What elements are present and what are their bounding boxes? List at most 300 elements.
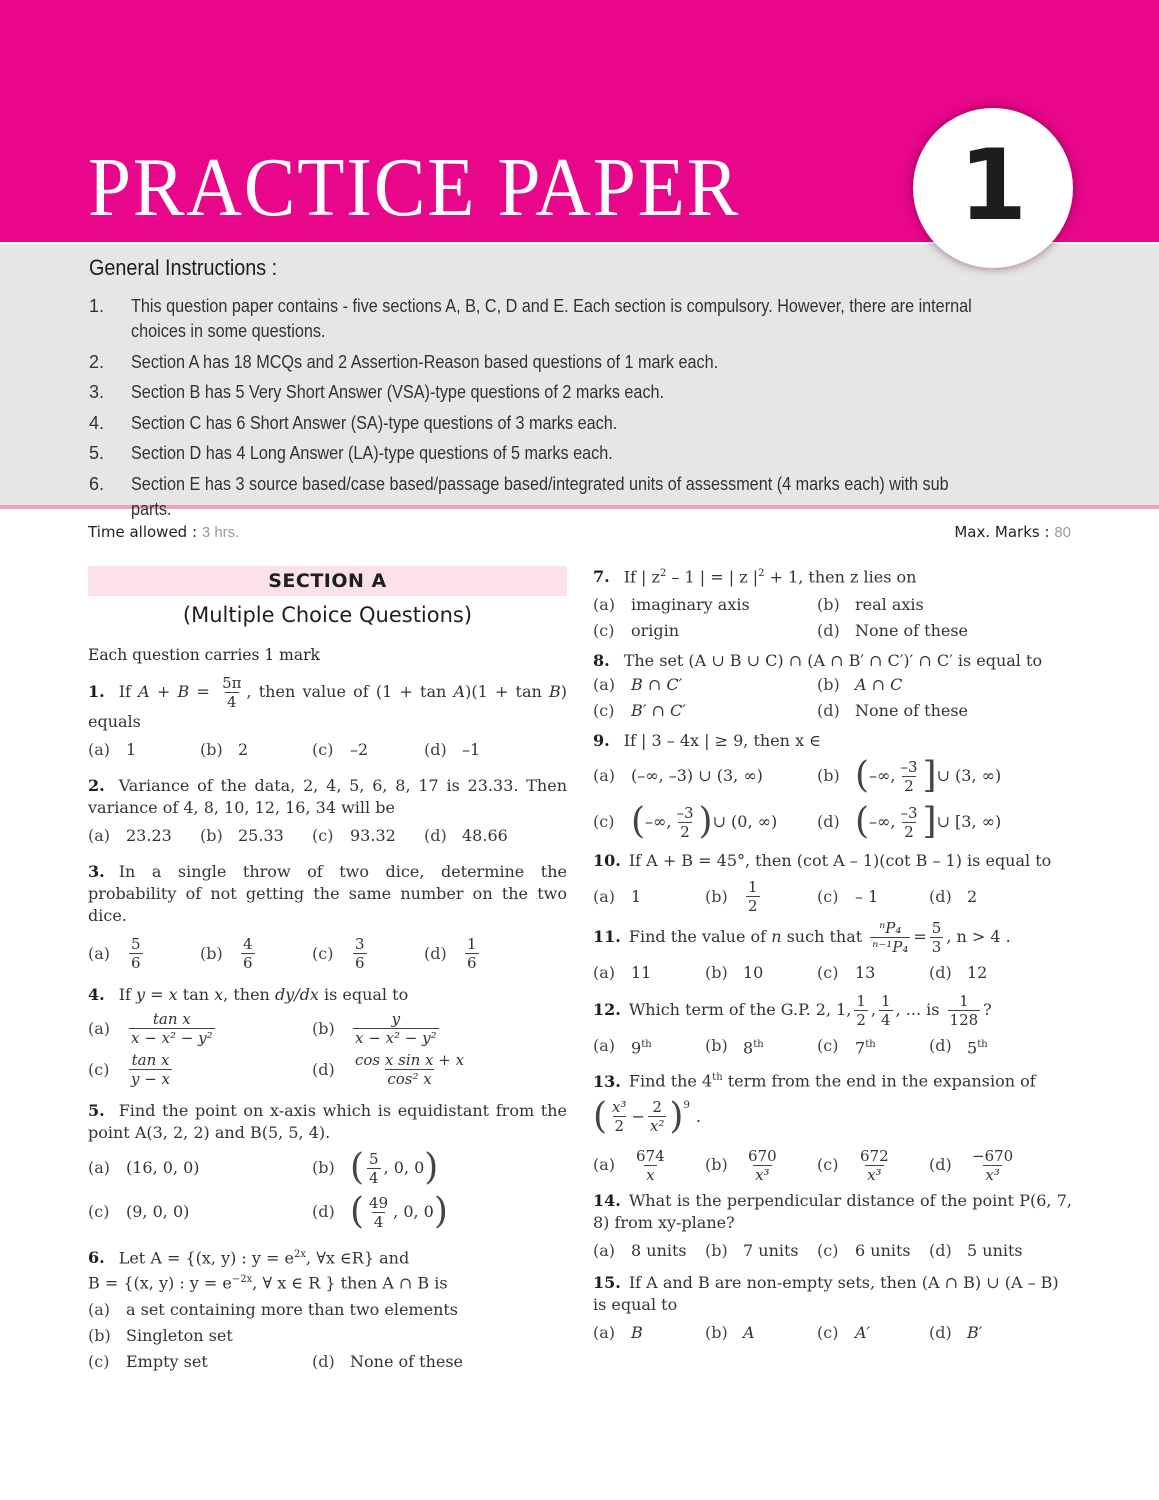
question-2 <box>88 775 567 849</box>
option-value: 93.32 <box>350 826 396 845</box>
option-a[interactable] <box>593 878 705 915</box>
denominator: 6 <box>131 954 141 972</box>
option-d[interactable] <box>817 618 1041 644</box>
denominator: 2 <box>904 822 914 841</box>
option-label: (a) <box>88 740 111 759</box>
option-d[interactable] <box>424 935 536 972</box>
option-value: 6 units <box>855 1240 911 1260</box>
option-label: (d) <box>424 943 447 963</box>
fraction <box>634 1147 667 1184</box>
option-d[interactable] <box>817 802 1041 842</box>
denominator: x³ <box>867 1165 882 1184</box>
option-value <box>743 1034 764 1059</box>
option-a[interactable] <box>593 960 705 986</box>
question-text: The set (A ∪ B ∪ C) ∩ (A ∩ B′ ∩ C′)′ ∩ C′ is equal to <box>623 651 1043 671</box>
denominator: 6 <box>355 954 365 972</box>
instruction-text: Section C has 6 Short Answer (SA)-type questions of 3 marks each. <box>131 412 618 433</box>
text: y <box>136 985 146 1004</box>
option-value: None of these <box>350 1351 464 1371</box>
option-label: (a) <box>88 1158 111 1177</box>
instruction-number: 5. <box>89 443 105 463</box>
numerator: 49 <box>369 1193 389 1212</box>
option-b[interactable] <box>705 960 817 986</box>
text: B <box>549 682 561 701</box>
fraction <box>870 919 910 956</box>
options <box>593 1147 1072 1184</box>
option-label: (a) <box>593 1322 616 1342</box>
text: = <box>913 927 927 947</box>
text: A <box>453 682 466 701</box>
option-a[interactable] <box>593 1147 705 1184</box>
option-label: (b) <box>88 1325 111 1345</box>
option-c[interactable] <box>312 737 424 763</box>
fraction <box>220 674 243 711</box>
fraction <box>353 935 367 972</box>
option-value: –1 <box>462 740 481 759</box>
question-12 <box>593 992 1072 1059</box>
fraction <box>898 804 919 841</box>
option-d[interactable] <box>424 737 536 763</box>
text: , ∀ x ∈ R } then A ∩ B is <box>252 1273 448 1293</box>
option-b[interactable] <box>200 737 312 763</box>
exponent: 2x <box>294 1249 307 1260</box>
denominator: 2 <box>614 1117 625 1136</box>
option-value <box>967 1034 988 1059</box>
question-stem <box>593 919 1072 956</box>
text: x <box>168 985 178 1004</box>
fraction <box>129 1010 215 1047</box>
option-value: –2 <box>350 740 369 759</box>
paper-title: PRACTICE PAPER <box>88 141 741 234</box>
instructions-heading: General Instructions : <box>89 255 278 280</box>
option-label: (c) <box>593 701 615 721</box>
instructions-list <box>89 294 1079 527</box>
text: ∪ (3, ∞) <box>936 766 1002 786</box>
option-label: (d) <box>929 963 952 983</box>
option-b[interactable] <box>705 1147 817 1184</box>
option-label: (d) <box>817 701 840 721</box>
option-label: (c) <box>312 826 334 845</box>
numerator: –3 <box>676 803 694 822</box>
option-label: (b) <box>200 826 223 845</box>
question-number: 3. <box>88 862 105 881</box>
denominator: 128 <box>949 1011 979 1030</box>
instruction-number: 2. <box>89 351 105 372</box>
numerator: 1 <box>959 992 969 1011</box>
option-value: 48.66 <box>462 826 508 845</box>
question-stem <box>88 861 567 927</box>
option-c[interactable] <box>817 1147 929 1184</box>
text: Which term of the G.P. 2, 1, <box>628 1000 852 1020</box>
option-label: (c) <box>817 1036 839 1056</box>
option-label: (c) <box>312 943 334 963</box>
option-b[interactable] <box>200 935 312 972</box>
numerator: 4 <box>243 935 253 953</box>
paren: ( <box>855 801 870 843</box>
numerator: y <box>391 1010 401 1028</box>
question-number: 8. <box>593 651 610 671</box>
option-c[interactable] <box>817 960 929 986</box>
instruction-item <box>89 294 1079 344</box>
question-13 <box>593 1067 1072 1183</box>
question-14 <box>593 1190 1072 1264</box>
section-title: SECTION A <box>88 566 567 596</box>
marks-label: Max. Marks : <box>954 523 1050 541</box>
option-a[interactable] <box>593 1033 705 1059</box>
numerator: 670 <box>748 1146 777 1165</box>
question-7 <box>593 563 1072 644</box>
question-text: In a single throw of two dice, determine the probability of not getting the same number on the two dice. <box>88 862 567 925</box>
option-value: Empty set <box>126 1351 208 1371</box>
option-d[interactable] <box>929 1033 1041 1059</box>
option-d[interactable] <box>929 1238 1041 1264</box>
option-b[interactable] <box>705 1033 817 1059</box>
question-number: 13. <box>593 1071 621 1091</box>
option-label: (a) <box>593 595 616 615</box>
option-a[interactable] <box>593 1238 705 1264</box>
fraction <box>353 1010 439 1047</box>
option-a[interactable] <box>88 935 200 972</box>
question-stem <box>593 563 1072 588</box>
numerator: 672 <box>860 1146 889 1165</box>
question-8 <box>593 650 1072 724</box>
numerator: 1 <box>748 878 758 897</box>
option-b[interactable] <box>705 1320 817 1346</box>
text: If <box>118 985 137 1004</box>
option-c[interactable] <box>593 802 817 842</box>
option-label: (b) <box>200 740 223 759</box>
right-column <box>593 563 1072 1346</box>
text: + <box>149 682 178 701</box>
option-value: 23.23 <box>126 826 172 845</box>
option-b[interactable] <box>200 823 312 849</box>
numerator: 2 <box>652 1098 662 1117</box>
options <box>88 1148 567 1232</box>
binomial-expression <box>593 1093 1072 1141</box>
instruction-text: Section B has 5 Very Short Answer (VSA)-type questions of 2 marks each. <box>131 382 665 402</box>
option-c[interactable] <box>593 618 817 644</box>
question-stem: 12. Which term of the G.P. 2, 1, $\frac{1}{2}$ , $\frac{1}{4}$ , ... is $\frac{1}{128}$ ? <box>593 992 992 1030</box>
option-value: imaginary axis <box>631 595 750 615</box>
option-label: (c) <box>312 740 334 759</box>
option-label: (d) <box>312 1202 335 1221</box>
option-label: (d) <box>817 621 840 641</box>
options <box>88 823 567 849</box>
option-label: (b) <box>705 963 728 983</box>
option-c[interactable] <box>593 698 817 724</box>
option-label: (c) <box>817 886 839 906</box>
options <box>88 1010 567 1088</box>
option-label: (d) <box>929 1036 952 1056</box>
denominator: 4 <box>881 1011 891 1030</box>
question-stem <box>88 1244 567 1295</box>
option-d[interactable] <box>929 1147 1041 1184</box>
question-stem <box>88 674 567 733</box>
text: –∞, <box>869 812 896 832</box>
options <box>593 756 1072 842</box>
question-stem <box>88 775 567 819</box>
section-subtitle: (Multiple Choice Questions) <box>182 603 473 627</box>
fraction <box>353 1051 466 1088</box>
text: = <box>145 985 169 1004</box>
instruction-number: 4. <box>89 412 105 433</box>
option-a[interactable] <box>88 737 200 763</box>
option-c[interactable] <box>817 1033 929 1059</box>
option-d[interactable] <box>929 960 1041 986</box>
options <box>593 672 1072 724</box>
question-text: Find the point on x-axis which is equidistant from the point A(3, 2, 2) and B(5, 5, 4). <box>88 1101 567 1142</box>
option-d[interactable] <box>424 823 536 849</box>
option-d[interactable] <box>929 1320 1041 1346</box>
fraction <box>674 804 695 841</box>
option-c[interactable] <box>312 823 424 849</box>
option-value: 1 <box>126 740 137 759</box>
fraction <box>746 878 760 915</box>
question-stem <box>593 730 1072 752</box>
option-c[interactable] <box>817 878 929 915</box>
fraction <box>129 1051 172 1088</box>
option-d[interactable] <box>312 1051 536 1088</box>
text: − <box>631 1106 645 1126</box>
option-value: B′ <box>967 1322 983 1342</box>
option-a[interactable] <box>593 1320 705 1346</box>
option-label: (a) <box>593 1240 616 1260</box>
options <box>593 1033 1072 1059</box>
option-b[interactable] <box>817 672 1041 698</box>
option-value: 25.33 <box>238 826 284 845</box>
option-c[interactable] <box>88 1051 312 1088</box>
question-6 <box>88 1244 567 1375</box>
text: , ... is <box>895 1000 940 1020</box>
option-label: (a) <box>593 963 616 983</box>
text: , 0, 0 <box>393 1202 434 1221</box>
option-a[interactable] <box>88 1148 312 1188</box>
question-number: 2. <box>88 776 105 795</box>
instruction-item <box>89 380 1079 405</box>
options <box>593 878 1072 915</box>
fraction <box>465 935 479 972</box>
option-b[interactable] <box>817 592 1041 618</box>
option-b[interactable] <box>705 878 817 915</box>
text: . <box>695 1106 701 1126</box>
option-label: (b) <box>200 943 223 963</box>
denominator: cos² x <box>387 1070 432 1088</box>
fraction <box>898 758 919 795</box>
option-value: 13 <box>855 963 876 983</box>
option-label: (a) <box>593 1036 616 1056</box>
question-number: 9. <box>593 731 610 751</box>
option-a[interactable] <box>88 823 200 849</box>
option-label: (c) <box>817 963 839 983</box>
option-c[interactable] <box>817 1238 929 1264</box>
fraction <box>948 992 981 1029</box>
text: –∞, <box>645 812 672 832</box>
option-b[interactable] <box>88 1323 567 1349</box>
option-c[interactable] <box>817 1320 929 1346</box>
instruction-item <box>89 411 1079 436</box>
option-value: B ∩ C′ <box>631 675 683 695</box>
numerator: –3 <box>900 757 918 776</box>
question-stem <box>88 984 567 1006</box>
numerator: cos x sin x + x <box>355 1051 465 1069</box>
fraction <box>648 1098 666 1135</box>
option-value: (–∞, –3) ∪ (3, ∞) <box>631 766 763 786</box>
instruction-number: 6. <box>89 473 105 494</box>
denominator: 6 <box>243 954 253 972</box>
option-label: (d) <box>312 1351 335 1371</box>
option-label: (b) <box>312 1158 335 1177</box>
option-d[interactable] <box>929 878 1041 915</box>
numerator: 5 <box>369 1149 379 1168</box>
option-b[interactable] <box>705 1238 817 1264</box>
option-a[interactable] <box>88 1010 312 1047</box>
options <box>88 737 567 763</box>
instruction-item <box>89 441 1079 466</box>
option-d[interactable] <box>817 698 1041 724</box>
paren: ( <box>855 755 870 797</box>
option-d[interactable] <box>312 1192 536 1232</box>
option-value: 10 <box>743 963 764 983</box>
question-stem <box>593 850 1072 872</box>
option-value: 1 <box>631 886 642 906</box>
options <box>88 1349 567 1375</box>
option-label: (d) <box>817 812 840 832</box>
left-column <box>88 566 567 1375</box>
numerator: tan x <box>131 1051 170 1069</box>
text: ) equals <box>88 682 568 731</box>
option-a[interactable] <box>593 592 817 618</box>
option-value: 2 <box>967 886 978 906</box>
option-c[interactable] <box>312 935 424 972</box>
text: , then value of (1 + tan <box>246 682 454 701</box>
denominator: 4 <box>369 1168 379 1187</box>
max-marks <box>954 523 1071 541</box>
ordinal: th <box>865 1038 876 1050</box>
option-label: (d) <box>929 1155 952 1175</box>
numerator: 3 <box>355 935 365 953</box>
text: dy/dx <box>274 985 319 1004</box>
option-value: B <box>631 1322 643 1342</box>
text: – 1 | = | z | <box>666 567 759 587</box>
numerator: ⁿP₄ <box>879 919 902 938</box>
option-value: a set containing more than two elements <box>126 1299 459 1319</box>
denominator: ⁿ⁻¹P₄ <box>872 938 909 957</box>
denominator: y − x <box>131 1070 171 1088</box>
text: If <box>118 682 139 701</box>
question-3 <box>88 861 567 972</box>
option-label: (d) <box>929 1322 952 1342</box>
option-value: A′ <box>855 1322 871 1342</box>
option-label: (b) <box>705 1036 728 1056</box>
option-value: None of these <box>855 701 969 721</box>
question-number: 14. <box>593 1190 621 1210</box>
option-a[interactable] <box>593 756 817 796</box>
option-value: (9, 0, 0) <box>126 1202 190 1221</box>
ordinal: th <box>641 1038 652 1050</box>
question-stem <box>593 1190 1072 1234</box>
option-value: B′ ∩ C′ <box>631 701 686 721</box>
option-b[interactable] <box>312 1010 536 1047</box>
denominator: x³ <box>985 1165 1000 1184</box>
option-label: (b) <box>705 1322 728 1342</box>
options <box>88 1297 567 1349</box>
option-label: (d) <box>929 886 952 906</box>
option-b[interactable] <box>312 1148 536 1188</box>
question-number: 12. <box>593 1000 621 1020</box>
option-value <box>631 1034 652 1059</box>
question-10 <box>593 850 1072 915</box>
numerator: 1 <box>856 992 866 1011</box>
fraction <box>367 1150 381 1187</box>
denominator: 2 <box>856 1011 866 1030</box>
option-label: (c) <box>593 621 615 641</box>
option-label: (a) <box>88 1018 111 1038</box>
option-a[interactable] <box>593 672 817 698</box>
question-number: 4. <box>88 985 105 1004</box>
instruction-number: 1. <box>89 296 105 316</box>
paper-number: 1 <box>958 129 1028 243</box>
text: , then <box>223 985 275 1004</box>
option-label: (a) <box>593 675 616 695</box>
text: x <box>214 985 224 1004</box>
option-d[interactable] <box>312 1349 536 1375</box>
denominator: 2 <box>748 897 758 916</box>
option-a[interactable] <box>88 1297 567 1323</box>
fraction <box>858 1147 891 1184</box>
question-1 <box>88 674 567 763</box>
option-value: 12 <box>967 963 988 983</box>
numerator: 1 <box>467 935 477 953</box>
option-value <box>855 1034 876 1059</box>
paren: ( <box>350 1147 365 1188</box>
option-label: (c) <box>817 1155 839 1175</box>
question-number: 5. <box>88 1101 105 1120</box>
paren: ( <box>631 801 646 843</box>
text: + 1, then z lies on <box>764 567 917 587</box>
text: )(1 + tan <box>465 682 550 701</box>
option-value: 7 units <box>743 1240 799 1260</box>
option-label: (c) <box>88 1351 110 1371</box>
instruction-item <box>89 472 1079 522</box>
bracket: ] <box>922 801 937 843</box>
fraction <box>854 992 868 1029</box>
paren: ( <box>350 1191 365 1232</box>
text: such that <box>781 927 863 947</box>
denominator: x <box>646 1165 655 1184</box>
numerator: 5 <box>931 919 942 938</box>
text: , ∀x ∈R} and <box>306 1248 410 1268</box>
question-stem <box>593 1067 1072 1092</box>
option-c[interactable] <box>88 1349 312 1375</box>
instruction-item <box>89 350 1079 375</box>
option-label: (a) <box>88 943 111 963</box>
option-label: (c) <box>593 812 615 832</box>
denominator: x − x² − y² <box>355 1029 437 1047</box>
ordinal: th <box>977 1038 988 1050</box>
question-4 <box>88 984 567 1088</box>
option-value: 2 <box>238 740 249 759</box>
option-b[interactable] <box>817 756 1041 796</box>
text: 9 <box>631 1037 642 1057</box>
paren: ( <box>593 1095 608 1137</box>
fraction <box>367 1194 390 1231</box>
options <box>593 1238 1072 1264</box>
option-value: A <box>743 1322 755 1342</box>
question-9 <box>593 730 1072 842</box>
text: B = {(x, y) : y = e <box>88 1273 232 1293</box>
question-11 <box>593 919 1072 986</box>
option-c[interactable] <box>88 1192 312 1232</box>
